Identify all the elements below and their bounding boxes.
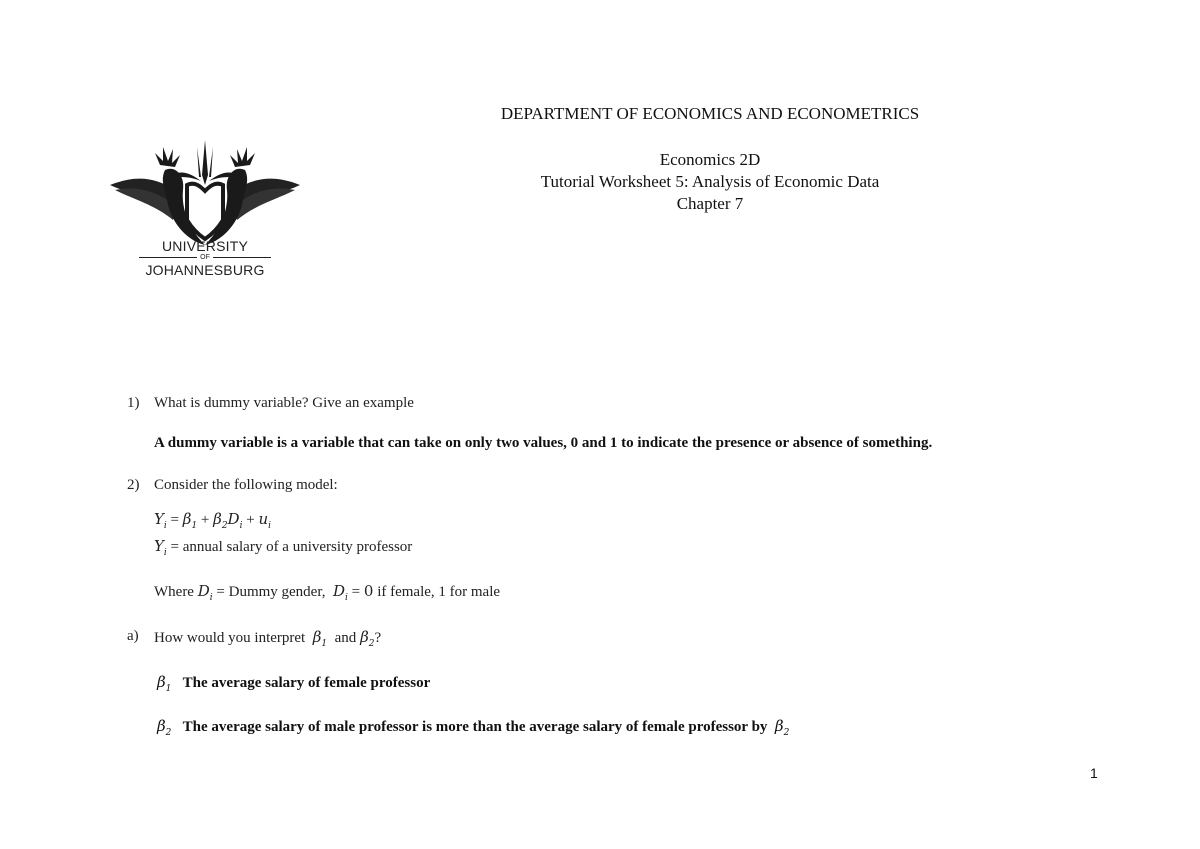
question-1-answer: A dummy variable is a variable that can take on only two values, 0 and 1 to indicate the presence or absence of something. [154,435,933,451]
dummy-rest-text: if female, 1 for male [377,584,501,600]
question-a-end: ? [374,630,382,646]
question-a-pre: How would you interpret [154,630,306,646]
question-a-and: and [334,630,357,646]
logo-university-text: UNIVERSITY [161,238,248,254]
question-a-text: How would you interpret $\beta_1$ and $\beta_2$? [154,628,382,649]
chapter-title: Chapter 7 [676,194,744,213]
answer-beta1-text: The average salary of female professor [182,675,431,691]
salary-definition: $Y_i$ = annual salary of a university professor [154,537,413,558]
dummy-value: 0 [363,582,374,600]
dummy-definition: Where $D_i$ = Dummy gender, $D_i = 0$ if female, 1 for male [154,582,501,603]
answer-beta1: $\beta_1$ The average salary of female professor [157,673,431,694]
logo-johannesburg-text: JOHANNESBURG [145,262,265,278]
model-equation: $Y_i = \beta_1 + \beta_2D_i + u_i$ [154,510,271,531]
course-title: Economics 2D [659,150,761,169]
answer-beta2: $\beta_2$ The average salary of male professor is more than the average salary of female professor by $\beta_2$ [157,717,790,738]
logo-of-text: OF [130,254,280,261]
dummy-gender-text: Dummy gender, [228,584,326,600]
question-a-letter: a) [127,628,139,644]
department-heading: DEPARTMENT OF ECONOMICS AND ECONOMETRICS [500,104,920,123]
worksheet-title: Tutorial Worksheet 5: Analysis of Economic Data [540,172,880,191]
where-label: Where [154,584,194,600]
question-1-number: 1) [127,395,140,411]
question-2-text: Consider the following model: [154,477,338,493]
question-2-number: 2) [127,477,140,493]
salary-definition-text: annual salary of a university professor [182,539,413,555]
page-number: 1 [1090,765,1098,781]
question-1-text: What is dummy variable? Give an example [154,395,414,411]
answer-beta2-text: The average salary of male professor is more than the average salary of female professor by [182,719,768,735]
